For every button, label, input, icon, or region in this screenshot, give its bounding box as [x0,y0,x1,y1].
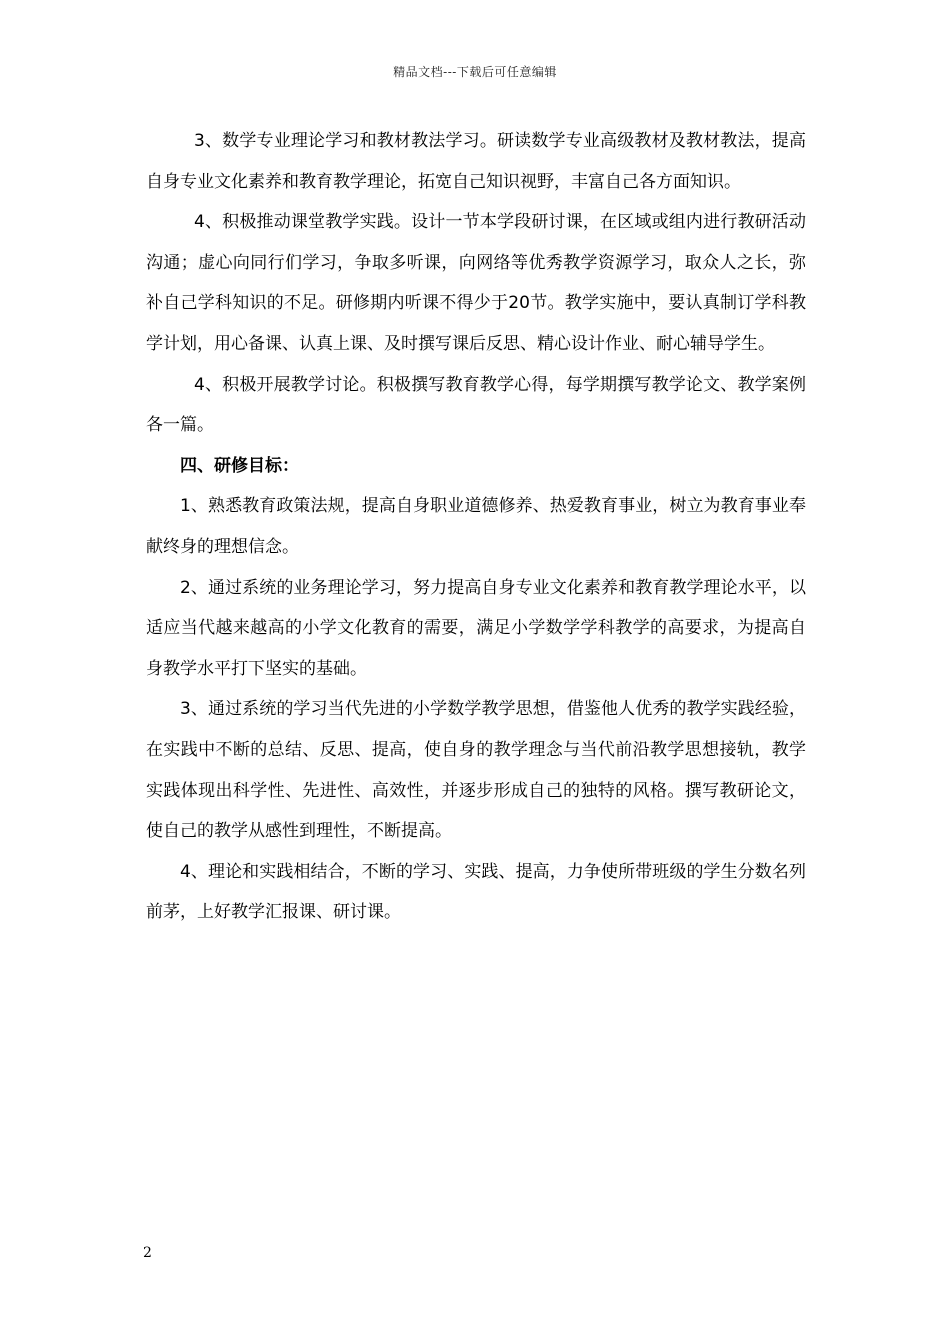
goal-item-4: 4、理论和实践相结合，不断的学习、实践、提高，力争使所带班级的学生分数名列前茅，上好教学汇报课、研讨课。 [146,861,806,923]
goal-item-3: 3、通过系统的学习当代先进的小学数学教学思想，借鉴他人优秀的教学实践经验，在实践中不断的总结、反思、提高，使自身的教学理念与当代前沿教学思想接轨，教学实践体现出科学性、先进性、高效性，并逐步形成自己的独特的风格。撰写教研论文，使自己的教学从感性到理性，不断提高。 [146,699,806,842]
paragraph-teaching-discussion: 4、积极开展教学讨论。积极撰写教育教学心得，每学期撰写教学论文、教学案例各一篇。 [146,374,806,436]
goal-item-1: 1、熟悉教育政策法规，提高自身职业道德修养、热爱教育事业，树立为教育事业奉献终身的理想信念。 [146,496,806,557]
paragraph-classroom-practice: 4、积极推动课堂教学实践。设计一节本学段研讨课，在区域或组内进行教研活动沟通；虚心向同行们学习，争取多听课，向网络等优秀教学资源学习，取众人之长，弥补自己学科知识的不足。研修期内听课不得少于20节。教学实施中，要认真制订学科教学计划，用心备课、认真上课、及时撰写课后反思、精心设计作业、耐心辅导学生。 [146,212,806,354]
page-header: 精品文档---下载后可任意编辑 [393,65,557,79]
goal-item-2: 2、通过系统的业务理论学习，努力提高自身专业文化素养和教育教学理论水平，以适应当代越来越高的小学文化教育的需要，满足小学数学学科教学的高要求，为提高自身教学水平打下坚实的基础。 [146,577,806,679]
section-heading-goals: 四、研修目标： [180,455,299,476]
paragraph-study-theory: 3、数学专业理论学习和教材教法学习。研读数学专业高级教材及教材教法，提高自身专业文化素养和教育教学理论，拓宽自己知识视野，丰富自己各方面知识。 [146,131,806,192]
page-number: 2 [143,1245,152,1261]
document-body [146,121,806,933]
